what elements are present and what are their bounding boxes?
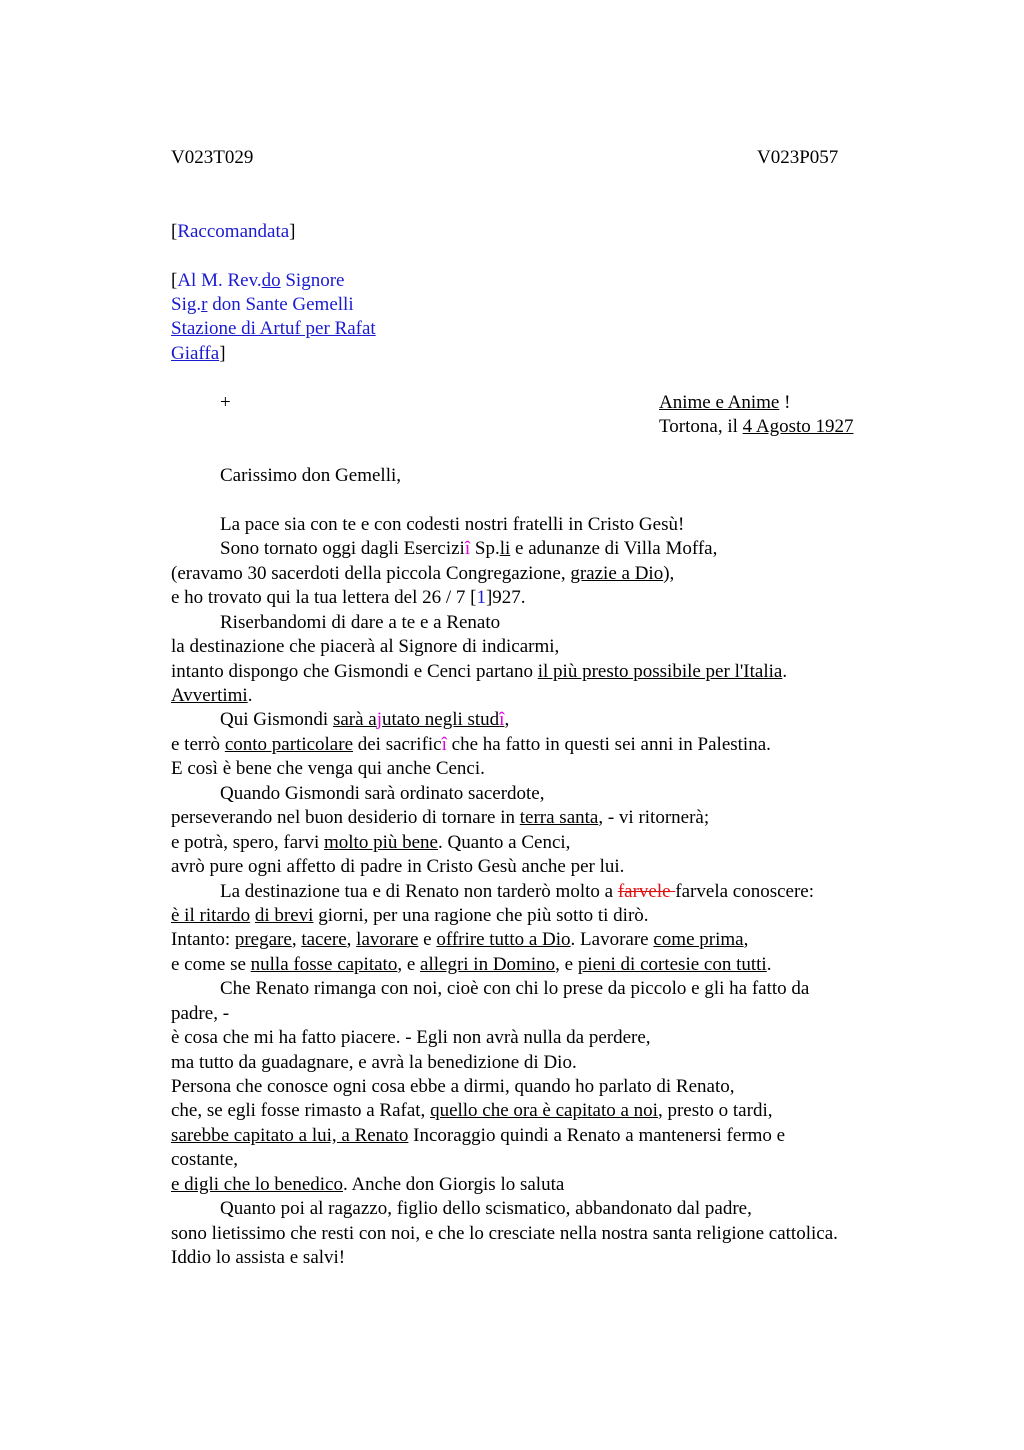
body-line-11: E così è bene che venga qui anche Cenci. <box>171 758 485 779</box>
motto: Anime e Anime ! <box>659 392 791 413</box>
body-line-7: intanto dispongo che Gismondi e Cenci partano il più presto possibile per l'Italia. <box>171 661 788 682</box>
body-line-24: Persona che conosce ogni cosa ebbe a dirmi, quando ho parlato di Renato, <box>171 1076 735 1097</box>
body-line-22: è cosa che mi ha fatto piacere. - Egli non avrà nulla da perdere, <box>171 1027 651 1048</box>
body-line-28: e digli che lo benedico. Anche don Giorgis lo saluta <box>171 1174 565 1195</box>
salutation: Carissimo don Gemelli, <box>220 465 402 486</box>
body-line-4: e ho trovato qui la tua lettera del 26 / 7 [1]927. <box>171 587 526 608</box>
body-line-26: sarebbe capitato a lui, a Renato Incoraggio quindi a Renato a mantenersi fermo e <box>171 1125 786 1146</box>
body-line-20: Che Renato rimanga con noi, cioè con chi lo prese da piccolo e gli ha fatto da <box>220 978 810 999</box>
body-line-25: che, se egli fosse rimasto a Rafat, quello che ora è capitato a noi, presto o tardi, <box>171 1100 773 1121</box>
body-line-14: e potrà, spero, farvi molto più bene. Quanto a Cenci, <box>171 832 571 853</box>
body-line-18: Intanto: pregare, tacere, lavorare e offrire tutto a Dio. Lavorare come prima, <box>171 929 749 950</box>
body-line-23: ma tutto da guadagnare, e avrà la benedizione di Dio. <box>171 1052 577 1073</box>
archive-code-left: V023T029 <box>171 147 254 168</box>
cross-symbol: + <box>220 392 231 413</box>
place-date: Tortona, il 4 Agosto 1927 <box>659 416 854 437</box>
body-line-12: Quando Gismondi sarà ordinato sacerdote, <box>220 783 545 804</box>
body-line-2: Sono tornato oggi dagli Eserciziî Sp.li e adunanze di Villa Moffa, <box>220 538 718 559</box>
body-line-29: Quanto poi al ragazzo, figlio dello scismatico, abbandonato dal padre, <box>220 1198 752 1219</box>
body-line-31: Iddio lo assista e salvi! <box>171 1247 346 1268</box>
registered-text: Raccomandata <box>177 221 290 242</box>
body-line-21: padre, - <box>171 1003 230 1024</box>
body-line-6: la destinazione che piacerà al Signore di indicarmi, <box>171 636 560 657</box>
body-line-10: e terrò conto particolare dei sacrificî che ha fatto in questi sei anni in Palestina. <box>171 734 771 755</box>
body-line-16: La destinazione tua e di Renato non tarderò molto a farvele farvela conoscere: <box>220 881 815 902</box>
body-line-17: è il ritardo di brevi giorni, per una ragione che più sotto ti dirò. <box>171 905 649 926</box>
body-line-13: perseverando nel buon desiderio di tornare in terra santa, - vi ritornerà; <box>171 807 710 828</box>
body-line-27: costante, <box>171 1149 239 1170</box>
address-line-1: [Al M. Rev.do Signore <box>171 270 345 291</box>
body-line-5: Riserbandomi di dare a te e a Renato <box>220 612 501 633</box>
body-line-8: Avvertimi. <box>171 685 253 706</box>
body-line-30: sono lietissimo che resti con noi, e che lo cresciate nella nostra santa religione cattolica. <box>171 1223 838 1244</box>
body-line-19: e come se nulla fosse capitato, e allegri in Domino, e pieni di cortesie con tutti. <box>171 954 772 975</box>
body-line-15: avrò pure ogni affetto di padre in Cristo Gesù anche per lui. <box>171 856 625 877</box>
struck-word: farvele <box>617 881 676 902</box>
address-line-3: Stazione di Artuf per Rafat <box>171 318 376 339</box>
registered-note: [Raccomandata] <box>171 221 296 242</box>
body-line-9: Qui Gismondi sarà ajutato negli studî, <box>220 709 510 730</box>
body-line-3: (eravamo 30 sacerdoti della piccola Congregazione, grazie a Dio), <box>171 563 675 584</box>
body-line-1: La pace sia con te e con codesti nostri fratelli in Cristo Gesù! <box>220 514 685 535</box>
address-line-2: Sig.r don Sante Gemelli <box>171 294 354 315</box>
archive-code-right: V023P057 <box>757 147 839 168</box>
address-line-4: Giaffa] <box>171 343 226 364</box>
